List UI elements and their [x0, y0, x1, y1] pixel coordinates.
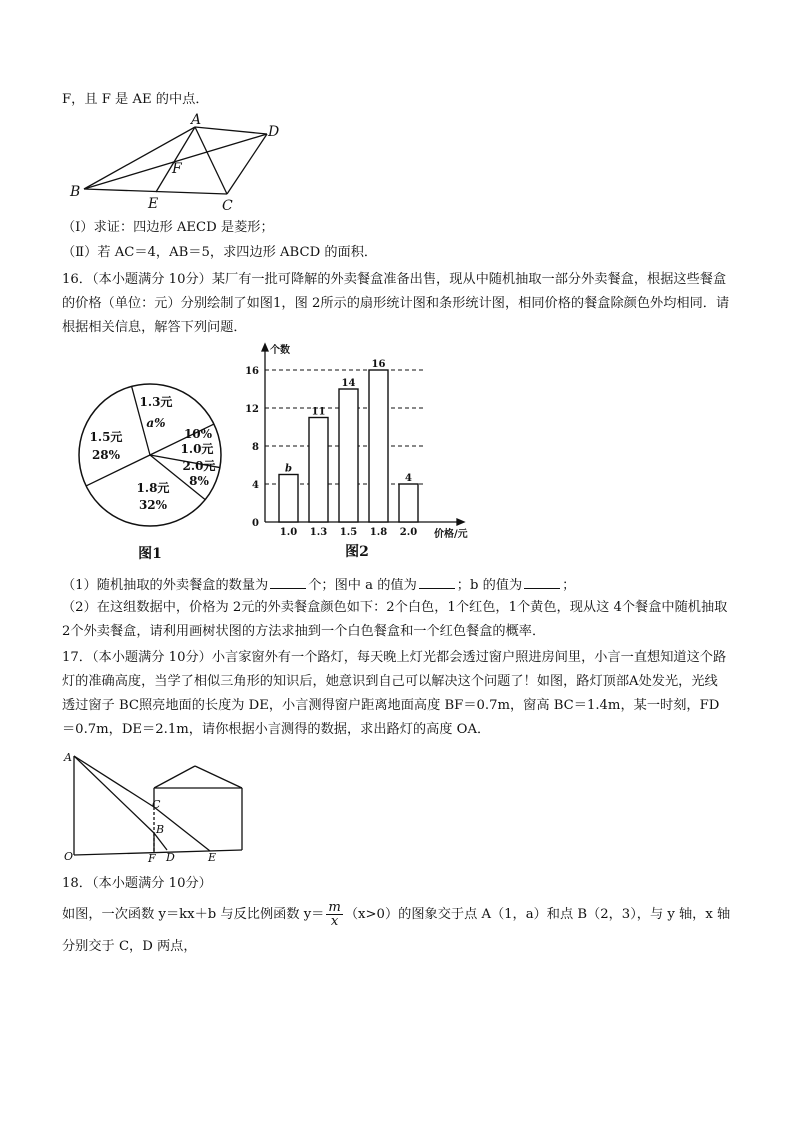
label-O: O	[64, 850, 74, 863]
q18-text-b: （x>0）的图象交于点 A（1，a）和点 B（2，3），与 y 轴，x 轴	[344, 907, 731, 922]
x-tick-label-1.0: 1.0	[279, 527, 298, 538]
q16-q1-text-d: ；	[562, 578, 576, 593]
pie-label-1-0: 1.0元	[180, 442, 214, 456]
fig1-caption: 图1	[138, 546, 162, 562]
bar-chart	[230, 342, 490, 567]
q16-q1-text-b: 个；图中 a 的值为	[308, 578, 417, 593]
label-D: D	[268, 124, 280, 140]
x-tick-label-1.3: 1.3	[309, 527, 328, 538]
x-axis-arrow	[457, 519, 464, 525]
pie-label-1-8: 1.8元	[136, 481, 170, 495]
pie-pct-28: 28%	[91, 448, 121, 462]
q16-text: 16．（本小题满分 10分）某厂有一批可降解的外卖餐盒准备出售，现从中随机抽取一部分外卖餐盒，根据这些餐盒的价格（单位：元）分别绘制了如图1，图 2所示的扇形统计图和条形统计图，相同价格的餐盒除颜色外均相同．请根据相关信息，解答下列问题．	[62, 272, 730, 335]
label-A: A	[191, 112, 202, 128]
bar-2.0	[399, 484, 418, 522]
q15-rhombus-figure	[62, 112, 302, 212]
bar-data-label-1.5: 14	[341, 378, 356, 389]
answer-blank-b[interactable]	[524, 575, 560, 589]
label-B: B	[70, 184, 81, 200]
bar-1.3	[309, 418, 328, 523]
label-A-17: A	[64, 751, 72, 764]
pie-label-1-3: 1.3元	[139, 395, 173, 409]
pie-chart	[62, 355, 242, 570]
x-axis-label: 价格/元	[434, 529, 468, 540]
y-axis-arrow	[262, 344, 268, 351]
x-tick-label-2.0: 2.0	[399, 527, 418, 538]
pie-pct-8: 8%	[189, 474, 209, 488]
label-B-17: B	[156, 823, 165, 836]
pie-pct-32: 32%	[138, 498, 168, 512]
q16-q2: （2）在这组数据中，价格为 2元的外卖餐盒颜色如下：2个白色，1个红色，1个黄色，现从这 4个餐盒中随机抽取 2个外卖餐盒，请利用画树状图的方法求抽到一个白色餐盒和一个红色餐盒的概率．	[62, 600, 728, 639]
label-C: C	[222, 198, 233, 212]
fig2-caption: 图2	[345, 544, 369, 560]
q16-q1-text-c: ；b 的值为	[456, 578, 523, 593]
label-C-17: C	[152, 798, 161, 811]
q18-heading: 18．（本小题满分 10分）	[62, 876, 212, 891]
y-tick-label: 12	[245, 404, 259, 415]
q18-text-a: 如图，一次函数 y＝kx＋b 与反比例函数 y＝	[62, 907, 325, 922]
bar-data-label-2.0: 4	[405, 473, 412, 484]
label-E: E	[148, 196, 159, 212]
pie-label-2-0: 2.0元	[182, 459, 216, 473]
answer-blank-a[interactable]	[419, 575, 455, 589]
streetlight-figure	[62, 748, 252, 866]
q18-text-line1	[62, 900, 730, 930]
bar-1.5	[339, 389, 358, 522]
bar-1.0	[279, 475, 298, 523]
bar-data-label-1.3: 11	[311, 406, 326, 418]
q16-q1-text-a: （1）随机抽取的外卖餐盒的数量为	[62, 578, 269, 593]
fraction-m-over-x	[326, 901, 343, 928]
y-tick-label: 4	[252, 480, 259, 491]
bar-data-label-1.8: 16	[371, 359, 386, 370]
bar-data-label-1.0: b	[285, 463, 292, 475]
q17-text: 17．（本小题满分 10分）小言家窗外有一个路灯，每天晚上灯光都会透过窗户照进房间里，小言一直想知道这个路灯的准确高度，当学了相似三角形的知识后，她意识到自己可以解决这个问题了！如图，路灯顶部A处发光，光线透过窗子 BC照亮地面的长度为 DE，小言测得窗户距离地面高度 BF＝0.7m，窗高 BC＝1.4m，某一时刻，FD＝0.7m，DE＝2.1m，请你根据小言测得的数据，求出路灯的高度 OA．	[62, 650, 727, 737]
pie-pct-10: 10%	[183, 427, 213, 441]
pie-pct-a: a%	[146, 416, 166, 430]
frac-numerator: m	[328, 900, 341, 915]
y-tick-label: 8	[252, 442, 259, 453]
answer-blank-count[interactable]	[270, 575, 306, 589]
x-tick-label-1.5: 1.5	[339, 527, 358, 538]
label-F-17: F	[148, 852, 156, 865]
q15-intro: F，且 F 是 AE 的中点．	[62, 92, 209, 107]
label-D-17: D	[166, 851, 175, 864]
q15-part1: （Ⅰ）求证：四边形 AECD 是菱形；	[62, 220, 274, 235]
pie-label-1-5: 1.5元	[89, 430, 123, 444]
bar-1.8	[369, 370, 388, 522]
y-axis-label: 个数	[270, 345, 290, 356]
label-E-17: E	[208, 851, 217, 864]
frac-denominator: x	[330, 914, 339, 929]
q15-part2: （Ⅱ）若 AC＝4，AB＝5，求四边形 ABCD 的面积．	[62, 245, 378, 260]
q18-text-line2: 分别交于 C，D 两点，	[62, 939, 197, 954]
label-F: F	[172, 161, 182, 177]
y-tick-label: 0	[252, 518, 259, 529]
y-tick-label: 16	[245, 366, 259, 377]
x-tick-label-1.8: 1.8	[369, 527, 388, 538]
q16-q1	[62, 575, 575, 596]
